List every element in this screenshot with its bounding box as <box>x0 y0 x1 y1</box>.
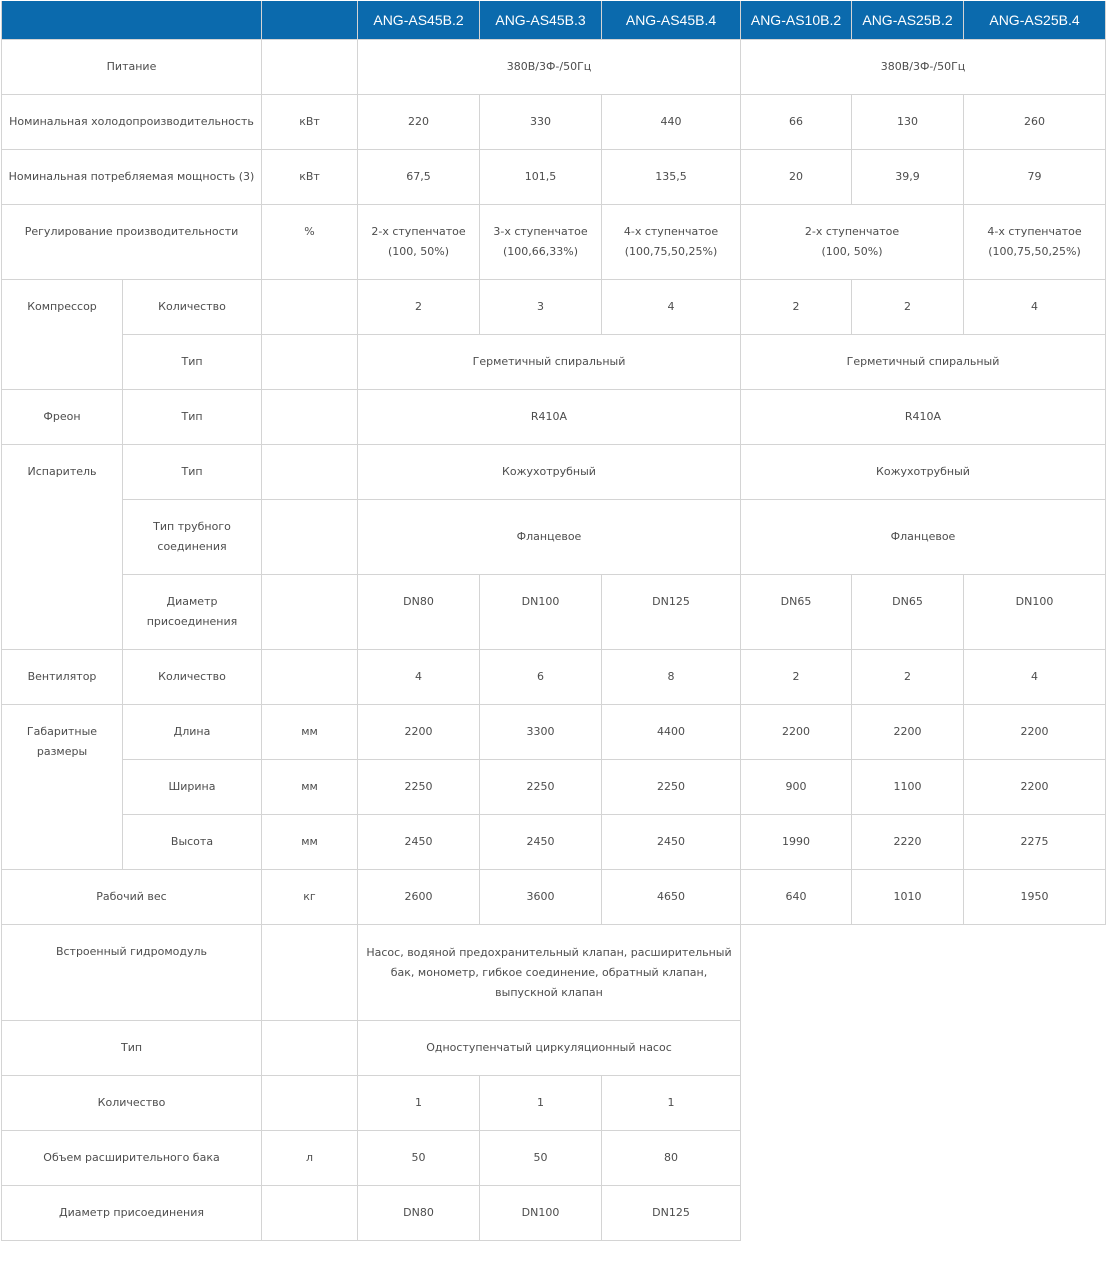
value-cell: Кожухотрубный <box>741 445 1106 500</box>
value-cell: 79 <box>964 150 1106 205</box>
row-regulation <box>2 205 1106 280</box>
row-label: Длина <box>123 705 262 760</box>
value-cell: 2450 <box>602 815 741 870</box>
row-label: Диаметр присоединения <box>123 575 262 650</box>
row-refrigerant <box>2 390 1106 445</box>
row-label: Встроенный гидромодуль <box>2 925 262 1021</box>
value-cell: 3300 <box>480 705 602 760</box>
value-cell: 2250 <box>480 760 602 815</box>
value-cell: 2-х ступенчатое (100, 50%) <box>741 205 964 280</box>
row-power-supply <box>2 40 1106 95</box>
value-cell: Кожухотрубный <box>358 445 741 500</box>
value-cell: DN65 <box>741 575 852 650</box>
row-dimensions-width <box>2 760 1106 815</box>
value-cell: Одноступенчатый циркуляционный насос <box>358 1021 741 1076</box>
group-label: Фреон <box>2 390 123 445</box>
group-label: Компрессор <box>2 280 123 390</box>
row-dimensions-length <box>2 705 1106 760</box>
unit-cell: мм <box>262 760 358 815</box>
value-cell: Насос, водяной предохранительный клапан, расширительный бак, монометр, гибкое соединение, обратный клапан, выпускной клапан <box>358 925 741 1021</box>
value-cell: 640 <box>741 870 852 925</box>
value-cell: 8 <box>602 650 741 705</box>
value-cell: Герметичный спиральный <box>358 335 741 390</box>
empty-cell <box>741 925 1106 1021</box>
unit-cell <box>262 1021 358 1076</box>
value-cell: 2 <box>852 280 964 335</box>
row-label: Ширина <box>123 760 262 815</box>
value-cell: Герметичный спиральный <box>741 335 1106 390</box>
empty-cell <box>741 1186 1106 1241</box>
value-cell: 2275 <box>964 815 1106 870</box>
value-cell: 2200 <box>964 760 1106 815</box>
row-label: Количество <box>2 1076 262 1131</box>
value-cell: 20 <box>741 150 852 205</box>
row-hydromodule <box>2 925 1106 1021</box>
value-cell: 50 <box>480 1131 602 1186</box>
value-cell: 380В/3Ф-/50Гц <box>358 40 741 95</box>
value-cell: 4-х ступенчатое (100,75,50,25%) <box>964 205 1106 280</box>
value-cell: 101,5 <box>480 150 602 205</box>
value-cell: 1 <box>602 1076 741 1131</box>
unit-cell: кВт <box>262 95 358 150</box>
row-tank-volume <box>2 1131 1106 1186</box>
value-cell: 39,9 <box>852 150 964 205</box>
unit-cell <box>262 40 358 95</box>
value-cell: 4 <box>964 280 1106 335</box>
row-label: Количество <box>123 280 262 335</box>
value-cell: 2200 <box>852 705 964 760</box>
row-label: Рабочий вес <box>2 870 262 925</box>
model-header: ANG-AS45B.3 <box>480 1 602 40</box>
unit-cell <box>262 925 358 1021</box>
row-evaporator-connection <box>2 500 1106 575</box>
empty-cell <box>741 1021 1106 1076</box>
model-header: ANG-AS25B.4 <box>964 1 1106 40</box>
value-cell: 4 <box>964 650 1106 705</box>
value-cell: 2450 <box>480 815 602 870</box>
value-cell: DN125 <box>602 1186 741 1241</box>
value-cell: 2450 <box>358 815 480 870</box>
value-cell: 380В/3Ф-/50Гц <box>741 40 1106 95</box>
row-connection-diameter <box>2 1186 1106 1241</box>
row-compressor-quantity <box>2 280 1106 335</box>
unit-cell <box>262 650 358 705</box>
value-cell: 3 <box>480 280 602 335</box>
value-cell: 66 <box>741 95 852 150</box>
value-cell: 2-х ступенчатое (100, 50%) <box>358 205 480 280</box>
empty-cell <box>741 1076 1106 1131</box>
group-label: Испаритель <box>2 445 123 650</box>
value-cell: 1950 <box>964 870 1106 925</box>
value-cell: 2200 <box>964 705 1106 760</box>
empty-cell <box>741 1131 1106 1186</box>
value-cell: 1 <box>358 1076 480 1131</box>
value-cell: 2200 <box>741 705 852 760</box>
value-cell: 220 <box>358 95 480 150</box>
model-header: ANG-AS25B.2 <box>852 1 964 40</box>
model-header: ANG-AS45B.4 <box>602 1 741 40</box>
row-evaporator-diameter <box>2 575 1106 650</box>
value-cell: Фланцевое <box>358 500 741 575</box>
row-label: Высота <box>123 815 262 870</box>
unit-cell <box>262 500 358 575</box>
unit-cell: мм <box>262 705 358 760</box>
model-header: ANG-AS10B.2 <box>741 1 852 40</box>
value-cell: 2 <box>852 650 964 705</box>
row-label: Количество <box>123 650 262 705</box>
value-cell: DN100 <box>480 575 602 650</box>
unit-cell: кВт <box>262 150 358 205</box>
value-cell: 900 <box>741 760 852 815</box>
header-row <box>2 1 1106 40</box>
value-cell: Фланцевое <box>741 500 1106 575</box>
value-cell: 6 <box>480 650 602 705</box>
row-pump-quantity <box>2 1076 1106 1131</box>
header-unit-cell <box>262 1 358 40</box>
unit-cell <box>262 575 358 650</box>
value-cell: 4 <box>602 280 741 335</box>
value-cell: 2220 <box>852 815 964 870</box>
group-label: Вентилятор <box>2 650 123 705</box>
value-cell: 135,5 <box>602 150 741 205</box>
value-cell: 4400 <box>602 705 741 760</box>
value-cell: 50 <box>358 1131 480 1186</box>
unit-cell: кг <box>262 870 358 925</box>
value-cell: DN80 <box>358 575 480 650</box>
row-label: Тип <box>2 1021 262 1076</box>
row-power-consumption <box>2 150 1106 205</box>
model-header: ANG-AS45B.2 <box>358 1 480 40</box>
row-label: Номинальная холодопроизводительность <box>2 95 262 150</box>
value-cell: 2 <box>741 280 852 335</box>
unit-cell <box>262 335 358 390</box>
row-cooling-capacity <box>2 95 1106 150</box>
group-label: Габаритные размеры <box>2 705 123 870</box>
row-label: Номинальная потребляемая мощность (3) <box>2 150 262 205</box>
value-cell: 80 <box>602 1131 741 1186</box>
value-cell: 4 <box>358 650 480 705</box>
value-cell: 260 <box>964 95 1106 150</box>
header-empty-cell <box>2 1 262 40</box>
value-cell: 130 <box>852 95 964 150</box>
value-cell: 1990 <box>741 815 852 870</box>
row-label: Тип <box>123 390 262 445</box>
unit-cell: % <box>262 205 358 280</box>
row-label: Тип трубного соединения <box>123 500 262 575</box>
value-cell: 2 <box>358 280 480 335</box>
value-cell: 3-х ступенчатое (100,66,33%) <box>480 205 602 280</box>
value-cell: 2250 <box>602 760 741 815</box>
row-label: Тип <box>123 445 262 500</box>
value-cell: DN100 <box>480 1186 602 1241</box>
value-cell: DN125 <box>602 575 741 650</box>
value-cell: 2200 <box>358 705 480 760</box>
value-cell: 1 <box>480 1076 602 1131</box>
value-cell: 1100 <box>852 760 964 815</box>
row-pump-type <box>2 1021 1106 1076</box>
value-cell: 67,5 <box>358 150 480 205</box>
row-label: Регулирование производительности <box>2 205 262 280</box>
row-evaporator-type <box>2 445 1106 500</box>
value-cell: 4650 <box>602 870 741 925</box>
value-cell: 3600 <box>480 870 602 925</box>
value-cell: DN80 <box>358 1186 480 1241</box>
row-weight <box>2 870 1106 925</box>
value-cell: 1010 <box>852 870 964 925</box>
value-cell: 440 <box>602 95 741 150</box>
row-compressor-type <box>2 335 1106 390</box>
unit-cell <box>262 1076 358 1131</box>
row-label: Диаметр присоединения <box>2 1186 262 1241</box>
value-cell: R410A <box>741 390 1106 445</box>
unit-cell <box>262 280 358 335</box>
row-label: Питание <box>2 40 262 95</box>
value-cell: 330 <box>480 95 602 150</box>
row-label: Тип <box>123 335 262 390</box>
unit-cell <box>262 390 358 445</box>
value-cell: 2600 <box>358 870 480 925</box>
row-label: Объем расширительного бака <box>2 1131 262 1186</box>
value-cell: 2 <box>741 650 852 705</box>
unit-cell <box>262 445 358 500</box>
value-cell: DN100 <box>964 575 1106 650</box>
specifications-table <box>1 1 1106 1241</box>
row-fan <box>2 650 1106 705</box>
value-cell: DN65 <box>852 575 964 650</box>
unit-cell <box>262 1186 358 1241</box>
value-cell: R410A <box>358 390 741 445</box>
value-cell: 4-х ступенчатое (100,75,50,25%) <box>602 205 741 280</box>
value-cell: 2250 <box>358 760 480 815</box>
row-dimensions-height <box>2 815 1106 870</box>
unit-cell: л <box>262 1131 358 1186</box>
unit-cell: мм <box>262 815 358 870</box>
